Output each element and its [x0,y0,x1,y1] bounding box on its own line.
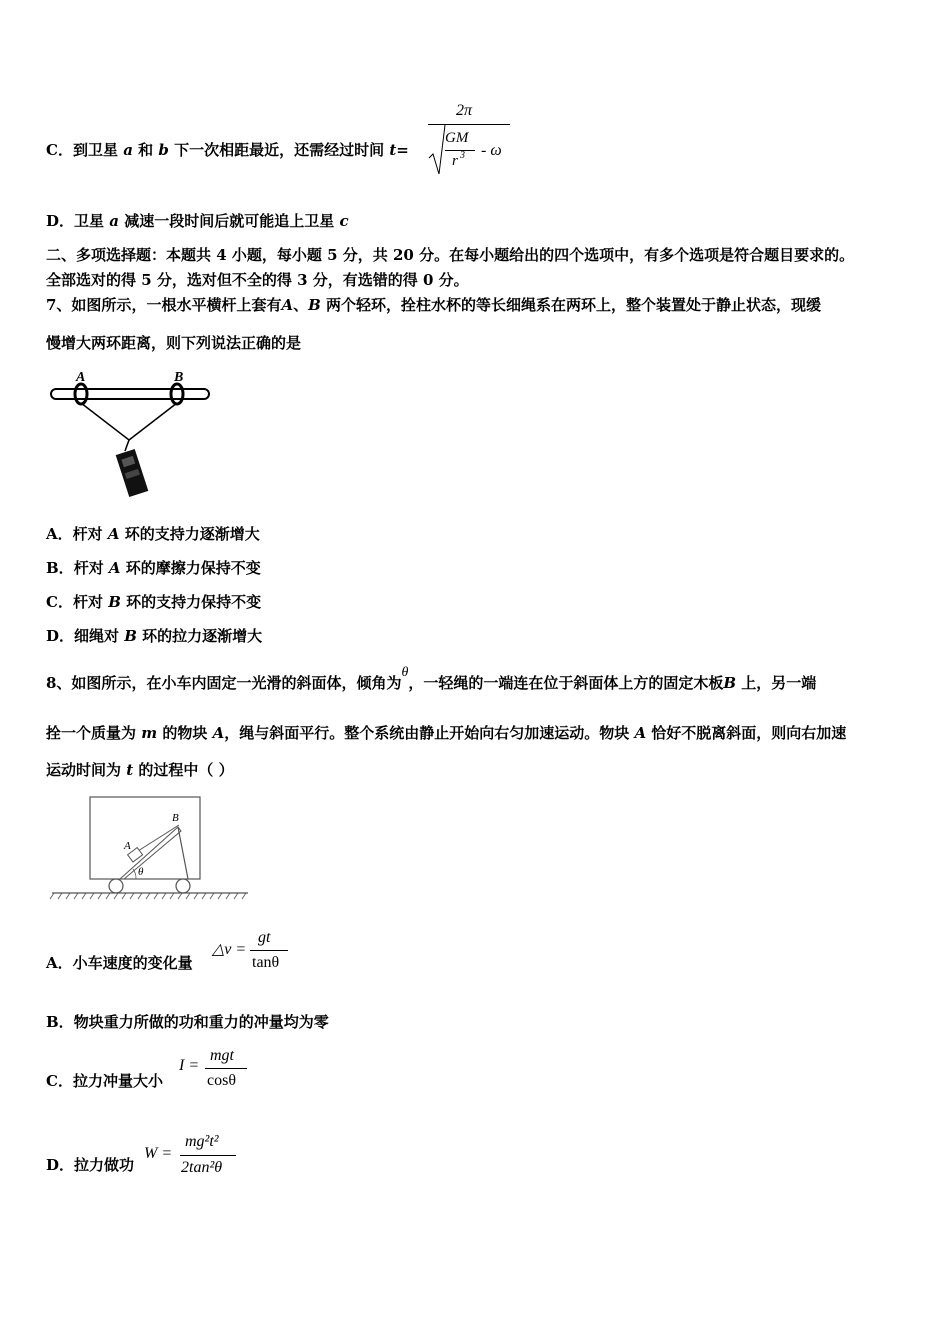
q8-option-b: B．物块重力所做的功和重力的冲量均为零 [46,1013,329,1031]
label-b: B [172,812,179,824]
fraction-bar [205,1068,247,1069]
q7-option-b: B．杆对 A 环的摩擦力保持不变 [46,559,261,577]
q8-option-d: D．拉力做功 [46,1156,135,1174]
q7-option-d: D．细绳对 B 环的拉力逐渐增大 [46,627,263,645]
label-a: A [76,370,86,385]
fraction-bar [180,1155,236,1156]
q8-option-a: A．小车速度的变化量 [46,954,193,972]
q8-option-c: C．拉力冲量大小 [46,1072,163,1090]
q7-stem-line2: 慢增大两环距离，则下列说法正确的是 [46,334,302,352]
section2-line1: 二、多项选择题：本题共 4 小题，每小题 5 分，共 20 分。在每小题给出的四个选项中，有多个选项是符合题目要求的。 [46,246,855,264]
label-b: B [174,370,184,385]
board-b [178,827,188,879]
q8-stem-line1: 8、如图所示，在小车内固定一光滑的斜面体，倾角为θ，一轻绳的一端连在位于斜面体上方的固定木板B 上，另一端 [46,665,817,692]
fraction-bar [250,950,288,951]
q7-figure [46,365,216,500]
q7-stem-line1: 7、如图所示，一根水平横杆上套有A、B 两个轻环，拴柱水杯的等长细绳系在两环上，整个装置处于静止状态，现缓 [46,296,822,314]
q8-figure [48,793,253,903]
incline [120,827,181,879]
q8-stem-line2: 拴一个质量为 m 的物块 A，绳与斜面平行。整个系统由静止开始向右匀加速运动。物块 A 恰好不脱离斜面，则向右加速 [46,724,847,742]
q7-option-c: C．杆对 B 环的支持力保持不变 [46,593,262,611]
sqrt-sign [427,124,447,176]
wheel-right [176,879,190,893]
q7-option-a: A．杆对 A 环的支持力逐渐增大 [46,525,260,543]
q6-option-c: C．到卫星 a 和 b 下一次相距最近，还需经过时间 t= [46,141,409,159]
cup [116,449,149,497]
rope-right [129,403,177,440]
cart-box [90,797,200,879]
wheel-left [109,879,123,893]
section2-line2: 全部选对的得 5 分，选对但不全的得 3 分，有选错的得 0 分。 [46,271,469,289]
q8-stem-line3: 运动时间为 t 的过程中（ ） [46,761,234,779]
label-a: A [124,840,131,852]
q6-option-d: D．卫星 a 减速一段时间后就可能追上卫星 c [46,212,349,230]
rope-left [81,403,129,440]
label-theta: θ [138,866,144,878]
